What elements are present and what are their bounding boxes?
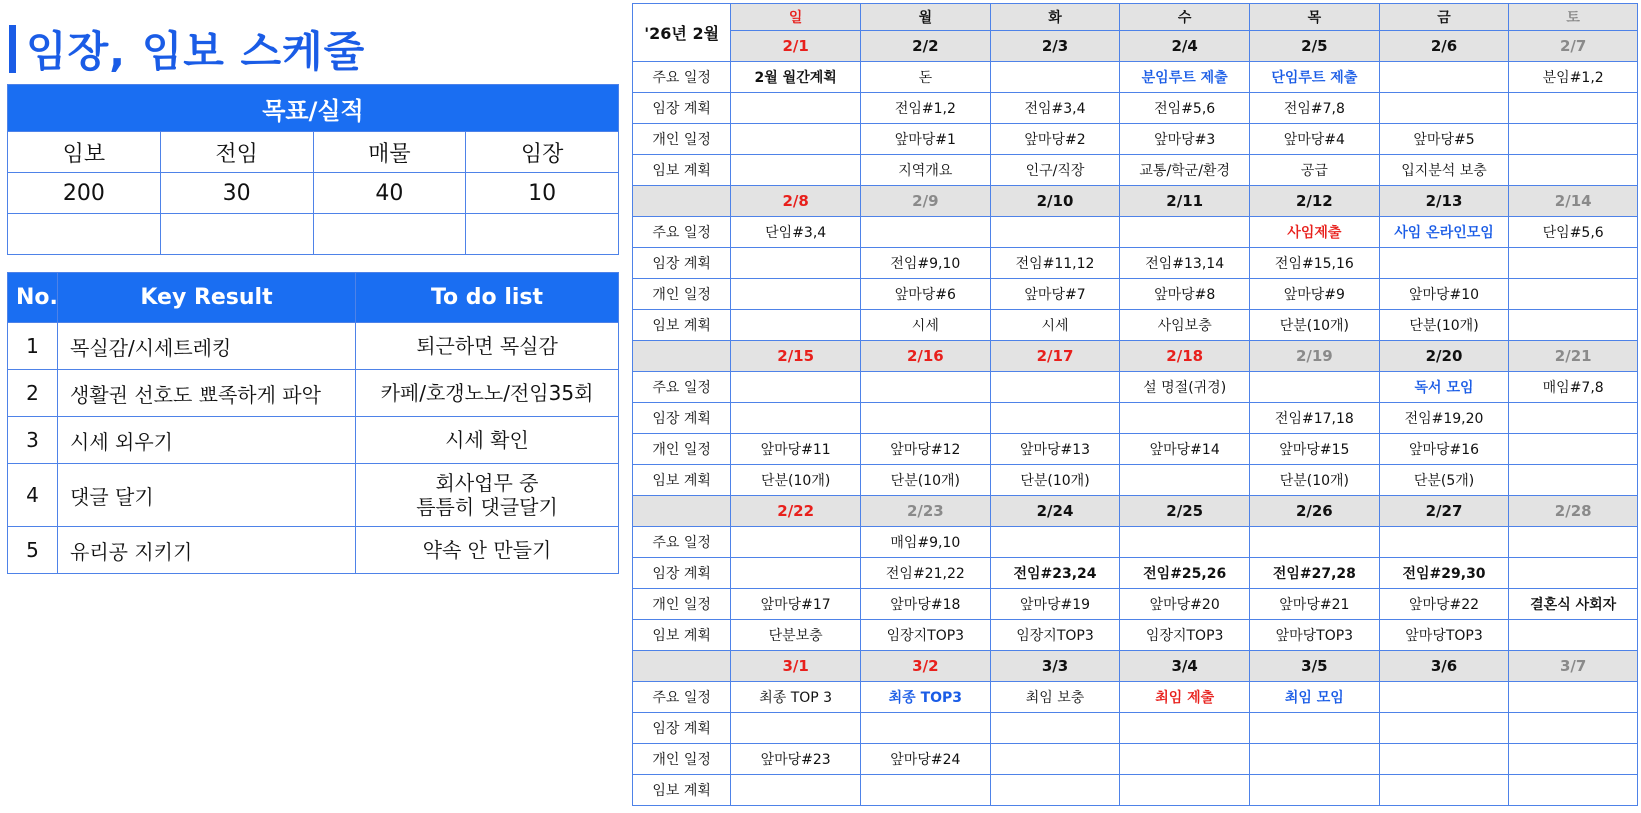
kr-header-no: No.: [8, 273, 58, 323]
schedule-cell[interactable]: [731, 775, 861, 806]
date-cell[interactable]: 2/26: [1250, 496, 1380, 527]
row-category-label: 임보 계획: [633, 155, 731, 186]
date-cell[interactable]: 2/10: [990, 186, 1120, 217]
kr-todo[interactable]: 퇴근하면 목실감: [356, 323, 619, 370]
schedule-cell[interactable]: [1379, 682, 1509, 713]
row-category-label: 임보 계획: [633, 310, 731, 341]
schedule-cell[interactable]: 앞마당#5: [1379, 124, 1509, 155]
schedule-cell[interactable]: [1509, 310, 1638, 341]
weekday-label: 월: [861, 4, 991, 31]
schedule-cell[interactable]: 최임 제출: [1120, 682, 1250, 713]
schedule-cell[interactable]: 매임#9,10: [861, 527, 991, 558]
goal-actual-value[interactable]: [8, 214, 161, 255]
schedule-cell[interactable]: 교통/학군/환경: [1120, 155, 1250, 186]
date-cell[interactable]: 2/14: [1509, 186, 1638, 217]
schedule-cell[interactable]: [1509, 93, 1638, 124]
schedule-cell[interactable]: 전임#5,6: [1120, 93, 1250, 124]
schedule-cell[interactable]: 앞마당#17: [731, 589, 861, 620]
schedule-cell[interactable]: [861, 775, 991, 806]
date-cell[interactable]: 2/27: [1379, 496, 1509, 527]
schedule-cell[interactable]: [990, 527, 1120, 558]
schedule-cell[interactable]: [861, 372, 991, 403]
schedule-cell[interactable]: 사임제출: [1250, 217, 1380, 248]
schedule-cell[interactable]: 매임#7,8: [1509, 372, 1638, 403]
row-category-label: 임보 계획: [633, 620, 731, 651]
date-cell[interactable]: 2/8: [731, 186, 861, 217]
kr-todo[interactable]: 약속 안 만들기: [356, 527, 619, 574]
kr-row: [8, 323, 619, 370]
date-cell[interactable]: 2/16: [861, 341, 991, 372]
schedule-cell[interactable]: [861, 217, 991, 248]
kr-todo[interactable]: 시세 확인: [356, 417, 619, 464]
schedule-cell[interactable]: 임장지TOP3: [990, 620, 1120, 651]
schedule-row: [633, 403, 1638, 434]
schedule-cell[interactable]: 2월 월간계획: [731, 62, 861, 93]
date-cell[interactable]: 3/7: [1509, 651, 1638, 682]
schedule-cell[interactable]: [731, 124, 861, 155]
schedule-cell[interactable]: [1379, 775, 1509, 806]
schedule-cell[interactable]: 앞마당TOP3: [1250, 620, 1380, 651]
schedule-cell[interactable]: [1509, 713, 1638, 744]
date-row-label: [633, 341, 731, 372]
date-cell[interactable]: 3/5: [1250, 651, 1380, 682]
schedule-cell[interactable]: 앞마당#12: [861, 434, 991, 465]
schedule-cell[interactable]: 분임루트 제출: [1120, 62, 1250, 93]
schedule-cell[interactable]: 단분(10개): [990, 465, 1120, 496]
goal-column-label: 매물: [313, 132, 466, 173]
date-cell[interactable]: 3/3: [990, 651, 1120, 682]
schedule-cell[interactable]: 공급: [1250, 155, 1380, 186]
row-category-label: 개인 일정: [633, 279, 731, 310]
kr-result[interactable]: 댓글 달기: [58, 464, 356, 527]
date-row: [633, 496, 1638, 527]
schedule-cell[interactable]: 시세: [861, 310, 991, 341]
goal-column-label: 임장: [466, 132, 619, 173]
schedule-cell[interactable]: 앞마당#24: [861, 744, 991, 775]
schedule-cell[interactable]: 전임#23,24: [990, 558, 1120, 589]
schedule-cell[interactable]: 지역개요: [861, 155, 991, 186]
row-category-label: 임보 계획: [633, 465, 731, 496]
schedule-cell[interactable]: [1379, 248, 1509, 279]
kr-row: [8, 527, 619, 574]
schedule-row: [633, 248, 1638, 279]
schedule-cell[interactable]: 사임보충: [1120, 310, 1250, 341]
calendar-body: [633, 4, 1638, 806]
schedule-cell[interactable]: 앞마당#15: [1250, 434, 1380, 465]
schedule-cell[interactable]: 단분(5개): [1379, 465, 1509, 496]
date-cell[interactable]: 2/4: [1120, 31, 1250, 62]
row-category-label: 임장 계획: [633, 713, 731, 744]
schedule-row: [633, 62, 1638, 93]
schedule-cell[interactable]: [990, 775, 1120, 806]
date-cell[interactable]: 3/6: [1379, 651, 1509, 682]
schedule-cell[interactable]: 전임#11,12: [990, 248, 1120, 279]
weekday-label: 목: [1250, 4, 1380, 31]
schedule-cell[interactable]: [990, 403, 1120, 434]
kr-todo[interactable]: 카페/호갱노노/전임35회: [356, 370, 619, 417]
schedule-cell[interactable]: [731, 558, 861, 589]
schedule-cell[interactable]: 앞마당#1: [861, 124, 991, 155]
date-cell[interactable]: 2/6: [1379, 31, 1509, 62]
schedule-cell[interactable]: 앞마당#13: [990, 434, 1120, 465]
row-category-label: 임장 계획: [633, 558, 731, 589]
schedule-cell[interactable]: [1509, 775, 1638, 806]
date-cell[interactable]: 2/13: [1379, 186, 1509, 217]
schedule-row: [633, 465, 1638, 496]
schedule-cell[interactable]: 앞마당#2: [990, 124, 1120, 155]
schedule-cell[interactable]: 단임루트 제출: [1250, 62, 1380, 93]
date-cell[interactable]: 2/2: [861, 31, 991, 62]
schedule-cell[interactable]: [1509, 620, 1638, 651]
weekday-label: 화: [990, 4, 1120, 31]
date-cell[interactable]: 2/28: [1509, 496, 1638, 527]
schedule-cell[interactable]: 앞마당#3: [1120, 124, 1250, 155]
schedule-row: [633, 217, 1638, 248]
schedule-cell[interactable]: 최임 모임: [1250, 682, 1380, 713]
schedule-row: [633, 589, 1638, 620]
goal-actual-value[interactable]: [466, 214, 619, 255]
schedule-cell[interactable]: 앞마당TOP3: [1379, 620, 1509, 651]
schedule-cell[interactable]: 앞마당#14: [1120, 434, 1250, 465]
date-cell[interactable]: 2/1: [731, 31, 861, 62]
date-cell[interactable]: 2/20: [1379, 341, 1509, 372]
date-cell[interactable]: 2/11: [1120, 186, 1250, 217]
date-cell[interactable]: 3/1: [731, 651, 861, 682]
schedule-cell[interactable]: 전임#29,30: [1379, 558, 1509, 589]
date-cell[interactable]: 2/25: [1120, 496, 1250, 527]
schedule-cell[interactable]: 전임#25,26: [1120, 558, 1250, 589]
date-row: [633, 341, 1638, 372]
goal-column-label: 임보: [8, 132, 161, 173]
schedule-cell[interactable]: [1250, 744, 1380, 775]
date-cell[interactable]: 2/23: [861, 496, 991, 527]
weekday-label: 토: [1509, 4, 1638, 31]
schedule-cell[interactable]: [1120, 775, 1250, 806]
date-cell[interactable]: 2/12: [1250, 186, 1380, 217]
schedule-row: [633, 279, 1638, 310]
schedule-row: [633, 744, 1638, 775]
schedule-cell[interactable]: [1379, 744, 1509, 775]
schedule-row: [633, 775, 1638, 806]
schedule-cell[interactable]: 앞마당#16: [1379, 434, 1509, 465]
row-category-label: 임장 계획: [633, 403, 731, 434]
row-category-label: 임장 계획: [633, 248, 731, 279]
schedule-cell[interactable]: [1509, 434, 1638, 465]
schedule-cell[interactable]: [1509, 558, 1638, 589]
schedule-cell[interactable]: 결혼식 사회자: [1509, 589, 1638, 620]
row-category-label: 개인 일정: [633, 744, 731, 775]
schedule-cell[interactable]: 단분(10개): [1379, 310, 1509, 341]
schedule-row: [633, 558, 1638, 589]
schedule-cell[interactable]: 전임#21,22: [861, 558, 991, 589]
schedule-cell[interactable]: 앞마당#4: [1250, 124, 1380, 155]
schedule-cell[interactable]: [1509, 155, 1638, 186]
schedule-cell[interactable]: [1250, 713, 1380, 744]
kr-result[interactable]: 유리공 지키기: [58, 527, 356, 574]
date-row-label: [633, 651, 731, 682]
schedule-cell[interactable]: [1250, 527, 1380, 558]
schedule-cell[interactable]: [731, 248, 861, 279]
schedule-cell[interactable]: [1509, 124, 1638, 155]
row-category-label: 주요 일정: [633, 372, 731, 403]
kr-number[interactable]: 2: [8, 370, 58, 417]
kr-row: [8, 417, 619, 464]
schedule-cell[interactable]: 독서 모임: [1379, 372, 1509, 403]
goal-column-label: 전임: [160, 132, 313, 173]
kr-row: [8, 464, 619, 527]
schedule-cell[interactable]: [861, 403, 991, 434]
kr-header-result: Key Result: [58, 273, 356, 323]
schedule-cell[interactable]: [1509, 403, 1638, 434]
kr-row: [8, 370, 619, 417]
weekday-label: 일: [731, 4, 861, 31]
schedule-cell[interactable]: [1509, 682, 1638, 713]
schedule-cell[interactable]: [1379, 527, 1509, 558]
schedule-cell[interactable]: 단임#5,6: [1509, 217, 1638, 248]
schedule-cell[interactable]: 앞마당#10: [1379, 279, 1509, 310]
row-category-label: 주요 일정: [633, 217, 731, 248]
schedule-row: [633, 434, 1638, 465]
weekday-label: 금: [1379, 4, 1509, 31]
month-label: '26년 2월: [633, 4, 731, 62]
schedule-cell[interactable]: 앞마당#18: [861, 589, 991, 620]
schedule-cell[interactable]: [990, 713, 1120, 744]
date-cell[interactable]: 2/17: [990, 341, 1120, 372]
schedule-row: [633, 682, 1638, 713]
goal-target-value[interactable]: 10: [466, 173, 619, 214]
schedule-cell[interactable]: 앞마당#7: [990, 279, 1120, 310]
row-category-label: 개인 일정: [633, 589, 731, 620]
schedule-cell[interactable]: 설 명절(귀경): [1120, 372, 1250, 403]
date-cell[interactable]: 2/18: [1120, 341, 1250, 372]
schedule-cell[interactable]: 최종 TOP 3: [731, 682, 861, 713]
date-cell[interactable]: 3/4: [1120, 651, 1250, 682]
schedule-cell[interactable]: 입지분석 보충: [1379, 155, 1509, 186]
schedule-cell[interactable]: 전임#15,16: [1250, 248, 1380, 279]
schedule-cell[interactable]: [861, 713, 991, 744]
schedule-cell[interactable]: 단분보충: [731, 620, 861, 651]
schedule-cell[interactable]: 최임 보충: [990, 682, 1120, 713]
schedule-row: [633, 620, 1638, 651]
schedule-cell[interactable]: 단분(10개): [861, 465, 991, 496]
schedule-cell[interactable]: 전임#19,20: [1379, 403, 1509, 434]
schedule-cell[interactable]: [990, 372, 1120, 403]
schedule-cell[interactable]: [731, 310, 861, 341]
schedule-cell[interactable]: 전임#1,2: [861, 93, 991, 124]
kr-number[interactable]: 4: [8, 464, 58, 527]
date-cell[interactable]: 2/7: [1509, 31, 1638, 62]
schedule-cell[interactable]: 앞마당#11: [731, 434, 861, 465]
schedule-row: [633, 93, 1638, 124]
date-cell[interactable]: 2/19: [1250, 341, 1380, 372]
date-cell[interactable]: 2/9: [861, 186, 991, 217]
row-category-label: 개인 일정: [633, 434, 731, 465]
schedule-cell[interactable]: 앞마당#23: [731, 744, 861, 775]
date-cell[interactable]: 2/24: [990, 496, 1120, 527]
schedule-cell[interactable]: 전임#7,8: [1250, 93, 1380, 124]
schedule-cell[interactable]: [1509, 465, 1638, 496]
schedule-cell[interactable]: [731, 279, 861, 310]
schedule-row: [633, 310, 1638, 341]
date-cell[interactable]: 2/22: [731, 496, 861, 527]
schedule-cell[interactable]: 인구/직장: [990, 155, 1120, 186]
schedule-cell[interactable]: [731, 93, 861, 124]
schedule-cell[interactable]: 전임#13,14: [1120, 248, 1250, 279]
schedule-row: [633, 155, 1638, 186]
schedule-cell[interactable]: 전임#17,18: [1250, 403, 1380, 434]
schedule-cell[interactable]: [990, 62, 1120, 93]
goals-table: [7, 84, 619, 255]
date-row-label: [633, 496, 731, 527]
schedule-row: [633, 527, 1638, 558]
schedule-cell[interactable]: [1120, 465, 1250, 496]
page-title-text: 임장, 임보 스케줄: [26, 27, 366, 76]
row-category-label: 임보 계획: [633, 775, 731, 806]
schedule-cell[interactable]: [1509, 279, 1638, 310]
schedule-cell[interactable]: 단분(10개): [731, 465, 861, 496]
schedule-cell[interactable]: 임장지TOP3: [861, 620, 991, 651]
kr-result[interactable]: 생활권 선호도 뾰족하게 파악: [58, 370, 356, 417]
schedule-cell[interactable]: [1120, 713, 1250, 744]
row-category-label: 주요 일정: [633, 682, 731, 713]
goal-target-value[interactable]: 30: [160, 173, 313, 214]
schedule-cell[interactable]: 앞마당#9: [1250, 279, 1380, 310]
schedule-cell[interactable]: [1250, 775, 1380, 806]
schedule-row: [633, 372, 1638, 403]
schedule-cell[interactable]: 분임#1,2: [1509, 62, 1638, 93]
key-results-table: [7, 272, 619, 574]
goal-actual-value[interactable]: [160, 214, 313, 255]
schedule-cell[interactable]: [1509, 527, 1638, 558]
date-row: [633, 31, 1638, 62]
kr-todo[interactable]: 회사업무 중 틈틈히 댓글달기: [356, 464, 619, 527]
schedule-cell[interactable]: [731, 713, 861, 744]
schedule-cell[interactable]: [990, 744, 1120, 775]
row-category-label: 주요 일정: [633, 62, 731, 93]
schedule-cell[interactable]: [1120, 403, 1250, 434]
schedule-cell[interactable]: 전임#9,10: [861, 248, 991, 279]
schedule-cell[interactable]: 앞마당#19: [990, 589, 1120, 620]
kr-number[interactable]: 1: [8, 323, 58, 370]
schedule-cell[interactable]: 단분(10개): [1250, 310, 1380, 341]
kr-number[interactable]: 5: [8, 527, 58, 574]
schedule-cell[interactable]: [731, 403, 861, 434]
date-cell[interactable]: 2/3: [990, 31, 1120, 62]
date-row-label: [633, 186, 731, 217]
schedule-cell[interactable]: 임장지TOP3: [1120, 620, 1250, 651]
schedule-cell[interactable]: [731, 155, 861, 186]
schedule-cell[interactable]: [1250, 372, 1380, 403]
page-title: [9, 20, 365, 78]
date-cell[interactable]: 2/15: [731, 341, 861, 372]
date-row: [633, 651, 1638, 682]
schedule-cell[interactable]: [1120, 527, 1250, 558]
row-category-label: 임장 계획: [633, 93, 731, 124]
schedule-cell[interactable]: 전임#27,28: [1250, 558, 1380, 589]
schedule-cell[interactable]: 사임 온라인모임: [1379, 217, 1509, 248]
schedule-cell[interactable]: 단분(10개): [1250, 465, 1380, 496]
weekday-label: 수: [1120, 4, 1250, 31]
schedule-cell[interactable]: [1120, 744, 1250, 775]
date-cell[interactable]: 2/5: [1250, 31, 1380, 62]
schedule-cell[interactable]: 앞마당#8: [1120, 279, 1250, 310]
schedule-cell[interactable]: [990, 217, 1120, 248]
date-cell[interactable]: 2/21: [1509, 341, 1638, 372]
schedule-cell[interactable]: [1379, 93, 1509, 124]
schedule-cell[interactable]: 앞마당#21: [1250, 589, 1380, 620]
kr-result[interactable]: 시세 외우기: [58, 417, 356, 464]
kr-header-todo: To do list: [356, 273, 619, 323]
goal-actual-value[interactable]: [313, 214, 466, 255]
schedule-cell[interactable]: 앞마당#20: [1120, 589, 1250, 620]
schedule-cell[interactable]: 최종 TOP3: [861, 682, 991, 713]
kr-number[interactable]: 3: [8, 417, 58, 464]
schedule-cell[interactable]: [1509, 744, 1638, 775]
row-category-label: 개인 일정: [633, 124, 731, 155]
kr-result[interactable]: 목실감/시세트레킹: [58, 323, 356, 370]
schedule-cell[interactable]: [1509, 248, 1638, 279]
schedule-cell[interactable]: [1379, 713, 1509, 744]
schedule-cell[interactable]: 앞마당#6: [861, 279, 991, 310]
goal-target-value[interactable]: 40: [313, 173, 466, 214]
date-cell[interactable]: 3/2: [861, 651, 991, 682]
schedule-cell[interactable]: 전임#3,4: [990, 93, 1120, 124]
schedule-row: [633, 713, 1638, 744]
kr-body: [8, 323, 619, 574]
weekday-header-row: [633, 4, 1638, 31]
title-accent-bar: [9, 25, 16, 73]
schedule-cell[interactable]: 단임#3,4: [731, 217, 861, 248]
date-row: [633, 186, 1638, 217]
row-category-label: 주요 일정: [633, 527, 731, 558]
schedule-cell[interactable]: 앞마당#22: [1379, 589, 1509, 620]
goal-target-value[interactable]: 200: [8, 173, 161, 214]
schedule-cell[interactable]: [731, 527, 861, 558]
schedule-cell[interactable]: [731, 372, 861, 403]
schedule-cell[interactable]: [1379, 62, 1509, 93]
schedule-row: [633, 124, 1638, 155]
goals-header: 목표/실적: [8, 85, 619, 132]
calendar-table: [632, 3, 1638, 806]
schedule-cell[interactable]: 돈: [861, 62, 991, 93]
schedule-cell[interactable]: [1120, 217, 1250, 248]
schedule-cell[interactable]: 시세: [990, 310, 1120, 341]
